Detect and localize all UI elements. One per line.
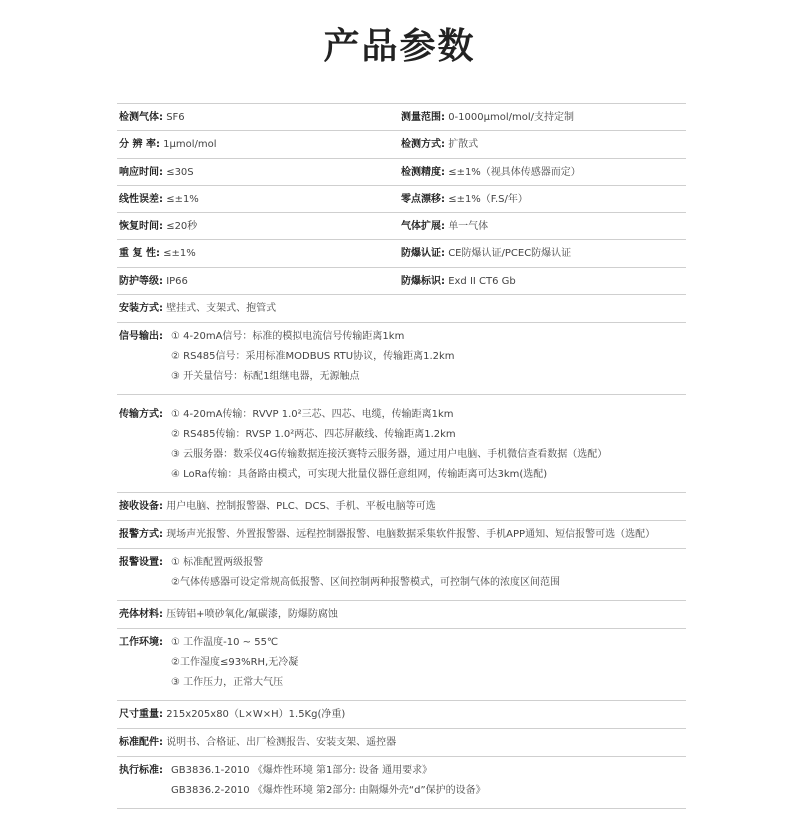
spec-row	[117, 267, 686, 294]
spec-value: ≤20秒	[166, 221, 198, 233]
spec-row-signal	[117, 322, 686, 394]
spec-row	[117, 212, 686, 239]
spec-value: 1μmol/mol	[163, 139, 217, 151]
spec-value: ② RS485信号：采用标准MODBUS RTU协议，传输距离1.2km	[171, 351, 455, 363]
spec-label: 报警方式:	[119, 529, 163, 541]
page-title: 产品参数	[323, 26, 476, 67]
spec-value: GB3836.1-2010 《爆炸性环境 第1部分: 设备 通用要求》	[171, 765, 433, 777]
spec-value: 215x205x80（L×W×H）1.5Kg(净重)	[166, 709, 346, 721]
spec-label: 壳体材料:	[119, 609, 163, 621]
spec-label: 防爆认证:	[401, 248, 445, 260]
spec-value: ≤±1%	[166, 193, 199, 205]
spec-label: 恢复时间:	[119, 221, 163, 233]
spec-value: SF6	[166, 112, 185, 123]
spec-row-alarm-set	[117, 548, 686, 600]
spec-label: 响应时间:	[119, 166, 163, 178]
spec-row-accessories	[117, 728, 686, 756]
spec-label: 重 复 性:	[119, 248, 160, 260]
spec-value: ③ 云服务器：数采仪4G传输数据连接沃赛特云服务器，通过用户电脑、手机微信查看数据（选配）	[171, 449, 608, 461]
spec-value: CE防爆认证/PCEC防爆认证	[448, 248, 572, 260]
spec-label: 接收设备:	[119, 501, 163, 513]
spec-label: 报警设置:	[119, 557, 163, 569]
spec-row	[117, 158, 686, 185]
spec-label: 尺寸重量:	[119, 709, 163, 721]
spec-value: ④ LoRa传输：具备路由模式，可实现大批量仪器任意组网，传输距离可达3km(选配)	[171, 469, 548, 481]
spec-value: ≤±1%	[163, 248, 196, 260]
spec-row-housing	[117, 600, 686, 628]
spec-label: 安装方式:	[119, 303, 163, 315]
spec-label: 分 辨 率:	[119, 139, 160, 151]
spec-row	[117, 185, 686, 212]
spec-table	[117, 103, 686, 809]
spec-value: 用户电脑、控制报警器、PLC、DCS、手机、平板电脑等可选	[166, 501, 436, 513]
spec-label: 测量范围:	[401, 112, 445, 123]
spec-row-size	[117, 700, 686, 728]
spec-value: 壁挂式、支架式、抱管式	[166, 303, 277, 315]
spec-label: 检测气体:	[119, 112, 163, 123]
spec-value: ① 标准配置两级报警	[171, 557, 264, 569]
spec-label: 检测精度:	[401, 166, 445, 178]
spec-value: ≤30S	[166, 166, 194, 178]
spec-value: Exd II CT6 Gb	[448, 275, 516, 287]
spec-label: 标准配件:	[119, 737, 163, 749]
spec-value: ③ 工作压力，正常大气压	[171, 677, 284, 689]
spec-row-receive	[117, 492, 686, 520]
spec-value: 单一气体	[448, 221, 489, 233]
spec-value: ≤±1%（F.S/年）	[448, 193, 528, 205]
spec-row-alarm-mode	[117, 520, 686, 548]
spec-label: 线性误差:	[119, 193, 163, 205]
spec-value: ① 4-20mA传输：RVVP 1.0²三芯、四芯、电缆，传输距离1km	[171, 409, 454, 421]
spec-value: 说明书、合格证、出厂检测报告、安装支架、遥控器	[166, 737, 397, 749]
spec-value: ≤±1%（视具体传感器而定）	[448, 166, 581, 178]
spec-row	[117, 103, 686, 130]
spec-label: 传输方式:	[119, 409, 163, 421]
spec-label: 防爆标识:	[401, 275, 445, 287]
spec-row-transmit	[117, 394, 686, 492]
spec-value: ②气体传感器可设定常规高低报警、区间控制两种报警模式，可控制气体的浓度区间范围	[171, 577, 560, 589]
spec-label: 防护等级:	[119, 275, 163, 287]
spec-value: 0-1000μmol/mol/支持定制	[448, 112, 574, 123]
spec-value: ② RS485传输：RVSP 1.0²两芯、四芯屏蔽线、传输距离1.2km	[171, 429, 456, 441]
spec-value: 压铸铝+喷砂氧化/氟碳漆，防爆防腐蚀	[166, 609, 338, 621]
spec-label: 工作环境:	[119, 637, 163, 649]
spec-label: 气体扩展:	[401, 221, 445, 233]
spec-value: ① 4-20mA信号：标准的模拟电流信号传输距离1km	[171, 331, 405, 343]
spec-value: ②工作湿度≤93%RH,无冷凝	[171, 657, 299, 669]
spec-row-env	[117, 628, 686, 700]
spec-value: ① 工作温度-10 ~ 55℃	[171, 637, 279, 649]
spec-value: ③ 开关量信号：标配1组继电器，无源触点	[171, 371, 360, 383]
spec-row-install	[117, 294, 686, 322]
spec-value: GB3836.2-2010 《爆炸性环境 第2部分: 由隔爆外壳“d”保护的设备》	[171, 785, 486, 797]
spec-label: 信号输出:	[119, 331, 163, 343]
spec-label: 零点漂移:	[401, 193, 445, 205]
spec-value: 扩散式	[448, 139, 479, 151]
spec-value: IP66	[166, 275, 188, 287]
spec-label: 执行标准:	[119, 765, 163, 777]
spec-row-standards	[117, 756, 686, 809]
spec-value: 现场声光报警、外置报警器、远程控制器报警、电脑数据采集软件报警、手机APP通知、短信报警可选（选配）	[166, 529, 656, 541]
spec-label: 检测方式:	[401, 139, 445, 151]
spec-row	[117, 130, 686, 157]
spec-row	[117, 239, 686, 266]
